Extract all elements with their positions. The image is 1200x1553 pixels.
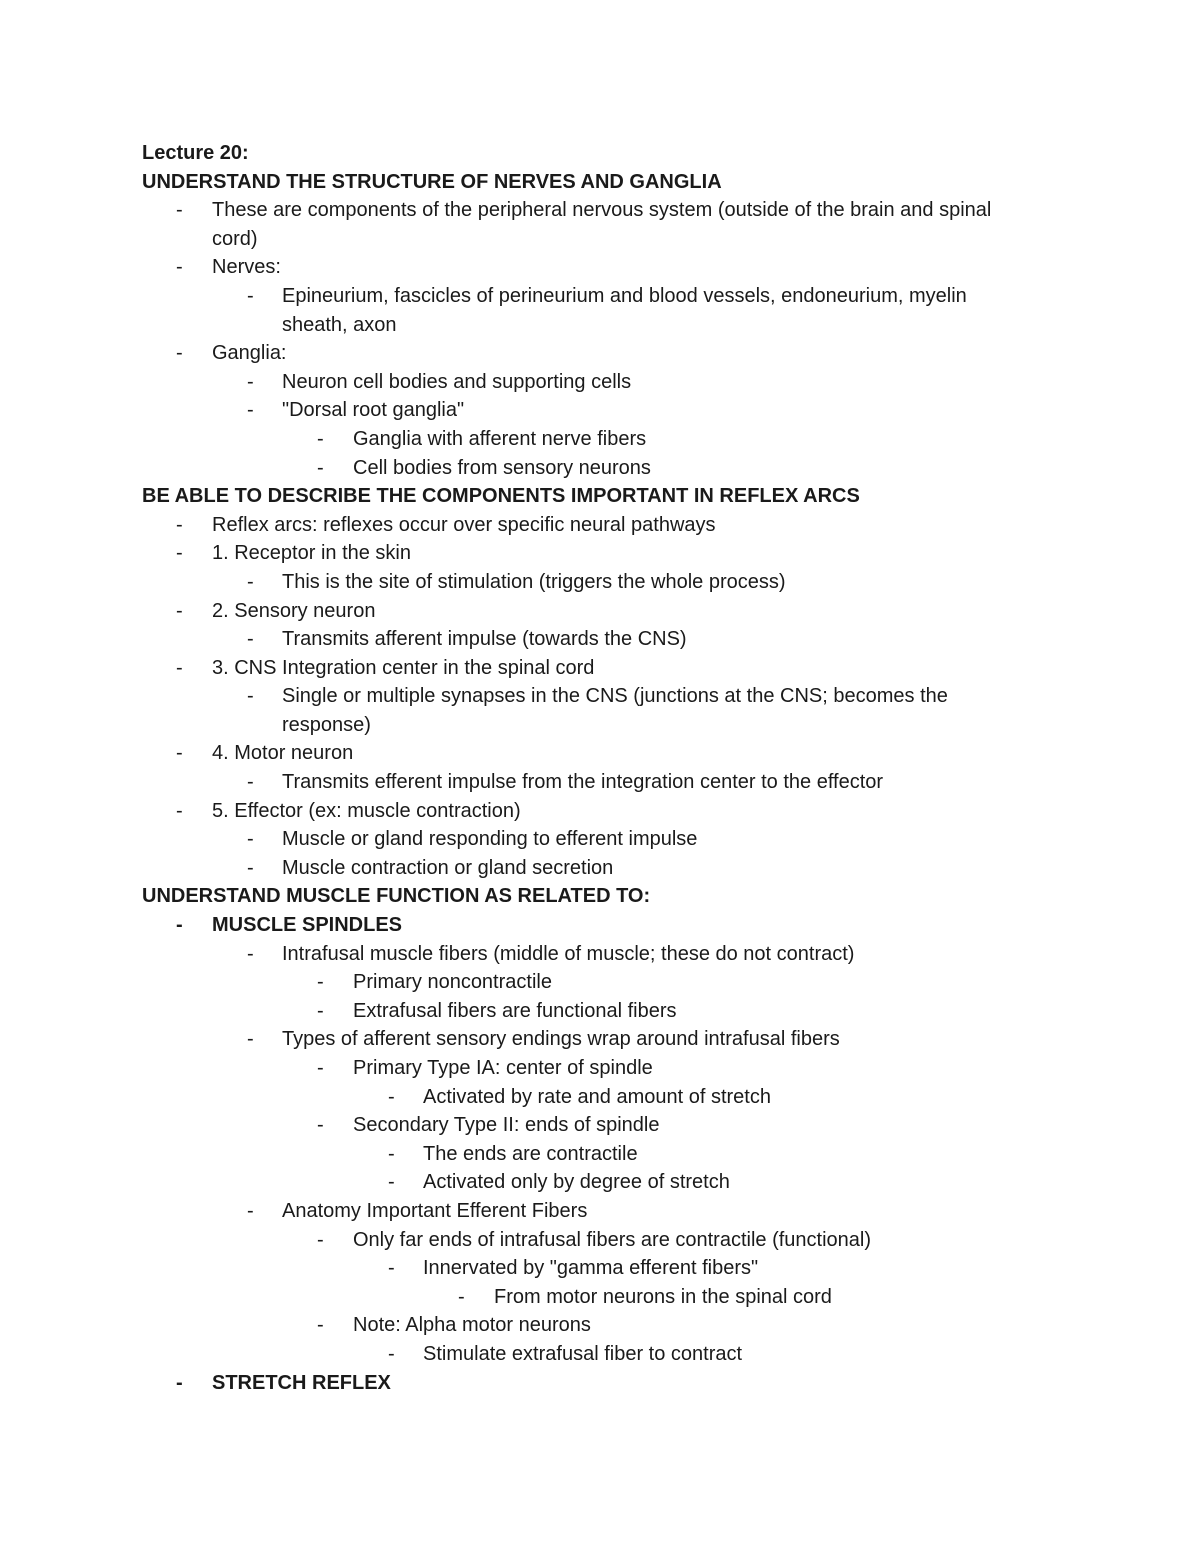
bullet-dash: - xyxy=(317,456,324,479)
list-item xyxy=(0,1311,1200,1340)
list-item xyxy=(0,625,1200,654)
bullet-dash: - xyxy=(247,942,254,965)
list-item-text: The ends are contractile xyxy=(423,1142,638,1165)
list-item xyxy=(0,568,1200,597)
list-item xyxy=(0,1054,1200,1083)
list-item-text: Primary Type IA: center of spindle xyxy=(353,1057,653,1079)
list-item xyxy=(0,739,1200,768)
list-item xyxy=(0,1197,1200,1226)
section-heading: BE ABLE TO DESCRIBE THE COMPONENTS IMPORTANT IN REFLEX ARCS xyxy=(142,485,860,508)
list-item-text: Ganglia: xyxy=(212,342,287,365)
list-item-text: Secondary Type II: ends of spindle xyxy=(353,1114,660,1137)
bullet-dash: - xyxy=(176,513,183,536)
list-item-text: 3. CNS Integration center in the spinal cord xyxy=(212,656,595,679)
list-item xyxy=(0,539,1200,568)
list-item xyxy=(0,940,1200,969)
list-item xyxy=(0,1226,1200,1255)
bullet-dash: - xyxy=(176,656,183,679)
bullet-dash: - xyxy=(317,1057,324,1079)
list-item-text: Muscle or gland responding to efferent impulse xyxy=(282,828,698,851)
bullet-dash: - xyxy=(247,370,254,393)
list-item-text: Transmits efferent impulse from the integration center to the effector xyxy=(282,771,884,794)
list-item-text: Single or multiple synapses in the CNS (junctions at the CNS; becomes the xyxy=(282,685,948,708)
bullet-dash: - xyxy=(388,1142,395,1165)
list-item-continuation xyxy=(0,311,1200,340)
list-item xyxy=(0,253,1200,282)
bullet-dash: - xyxy=(176,542,183,565)
bullet-dash: - xyxy=(247,399,254,422)
list-item xyxy=(0,1025,1200,1054)
list-item xyxy=(0,597,1200,626)
list-item xyxy=(0,911,1200,940)
list-item-text: MUSCLE SPINDLES xyxy=(212,914,403,937)
list-item-text: Primary noncontractile xyxy=(353,971,552,994)
list-item-text: These are components of the peripheral nervous system (outside of the brain and spinal xyxy=(212,199,992,222)
list-item-text: sheath, axon xyxy=(282,313,397,336)
list-item xyxy=(0,854,1200,883)
bullet-dash: - xyxy=(247,1199,254,1222)
list-item xyxy=(0,1369,1200,1398)
bullet-dash: - xyxy=(247,771,254,794)
bullet-dash: - xyxy=(317,971,324,994)
bullet-dash: - xyxy=(176,914,183,937)
list-item-text: "Dorsal root ganglia" xyxy=(282,399,465,422)
list-item-text: Transmits afferent impulse (towards the CNS) xyxy=(282,628,687,651)
bullet-dash: - xyxy=(247,828,254,851)
bullet-dash: - xyxy=(247,628,254,651)
bullet-dash: - xyxy=(317,427,324,450)
bullet-dash: - xyxy=(388,1257,395,1280)
bullet-dash: - xyxy=(458,1285,465,1308)
list-item-text: 4. Motor neuron xyxy=(212,742,354,765)
list-item xyxy=(0,1340,1200,1369)
list-item-text: Cell bodies from sensory neurons xyxy=(353,456,651,479)
bullet-dash: - xyxy=(247,856,254,879)
list-item-text: Muscle contraction or gland secretion xyxy=(282,856,614,879)
bullet-dash: - xyxy=(176,199,183,222)
list-item-text: Ganglia with afferent nerve fibers xyxy=(353,427,647,450)
list-item-text: 2. Sensory neuron xyxy=(212,599,376,622)
bullet-dash: - xyxy=(388,1171,395,1194)
list-item-text: 1. Receptor in the skin xyxy=(212,542,411,565)
list-item-text: Nerves: xyxy=(212,256,281,279)
bullet-dash: - xyxy=(176,256,183,279)
bullet-dash: - xyxy=(176,799,183,822)
list-item xyxy=(0,339,1200,368)
list-item-text: Types of afferent sensory endings wrap around intrafusal fibers xyxy=(282,1028,840,1051)
list-item-text: Note: Alpha motor neurons xyxy=(353,1314,591,1337)
list-item xyxy=(0,654,1200,683)
list-item-text: response) xyxy=(282,713,371,736)
list-item xyxy=(0,396,1200,425)
list-item-text: Only far ends of intrafusal fibers are contractile (functional) xyxy=(353,1228,872,1251)
list-item xyxy=(0,282,1200,311)
bullet-dash: - xyxy=(247,570,254,593)
bullet-dash: - xyxy=(388,1085,395,1108)
list-item-text: Extrafusal fibers are functional fibers xyxy=(353,999,677,1022)
bullet-dash: - xyxy=(317,999,324,1022)
list-item xyxy=(0,425,1200,454)
list-item-text: STRETCH REFLEX xyxy=(212,1371,391,1394)
list-item xyxy=(0,1283,1200,1312)
list-item xyxy=(0,825,1200,854)
bullet-dash: - xyxy=(317,1314,324,1337)
list-item-text: Stimulate extrafusal fiber to contract xyxy=(423,1342,743,1365)
section-heading: UNDERSTAND THE STRUCTURE OF NERVES AND GANGLIA xyxy=(142,170,722,193)
document-body xyxy=(0,139,1200,1397)
list-item xyxy=(0,797,1200,826)
list-item xyxy=(0,968,1200,997)
list-item-text: 5. Effector (ex: muscle contraction) xyxy=(212,799,521,822)
bullet-dash: - xyxy=(247,685,254,708)
list-item xyxy=(0,511,1200,540)
list-item-continuation xyxy=(0,225,1200,254)
list-item-text: Anatomy Important Efferent Fibers xyxy=(282,1199,588,1222)
list-item xyxy=(0,1140,1200,1169)
list-item-text: Neuron cell bodies and supporting cells xyxy=(282,370,632,393)
bullet-dash: - xyxy=(388,1342,395,1365)
list-item xyxy=(0,682,1200,711)
list-item-text: Epineurium, fascicles of perineurium and blood vessels, endoneurium, myelin xyxy=(282,284,967,307)
list-item xyxy=(0,1083,1200,1112)
bullet-dash: - xyxy=(247,284,254,307)
section-heading: UNDERSTAND MUSCLE FUNCTION AS RELATED TO: xyxy=(142,885,651,908)
list-item-text: Intrafusal muscle fibers (middle of muscle; these do not contract) xyxy=(282,942,855,965)
list-item-text: Activated by rate and amount of stretch xyxy=(423,1085,771,1108)
list-item xyxy=(0,997,1200,1026)
list-item-text: This is the site of stimulation (triggers the whole process) xyxy=(282,570,786,593)
section-heading: Lecture 20: xyxy=(142,142,249,164)
bullet-dash: - xyxy=(176,742,183,765)
list-item-text: From motor neurons in the spinal cord xyxy=(494,1285,832,1308)
list-item xyxy=(0,1111,1200,1140)
list-item xyxy=(0,1254,1200,1283)
bullet-dash: - xyxy=(176,1371,183,1394)
bullet-dash: - xyxy=(317,1228,324,1251)
list-item-continuation xyxy=(0,711,1200,740)
bullet-dash: - xyxy=(176,342,183,365)
list-item xyxy=(0,454,1200,483)
list-item xyxy=(0,368,1200,397)
bullet-dash: - xyxy=(176,599,183,622)
list-item-text: Innervated by "gamma efferent fibers" xyxy=(423,1257,759,1280)
bullet-dash: - xyxy=(317,1114,324,1137)
list-item-text: Reflex arcs: reflexes occur over specific neural pathways xyxy=(212,513,716,536)
bullet-dash: - xyxy=(247,1028,254,1051)
list-item xyxy=(0,196,1200,225)
list-item xyxy=(0,1168,1200,1197)
list-item-text: cord) xyxy=(212,227,258,250)
list-item-text: Activated only by degree of stretch xyxy=(423,1171,730,1194)
list-item xyxy=(0,768,1200,797)
